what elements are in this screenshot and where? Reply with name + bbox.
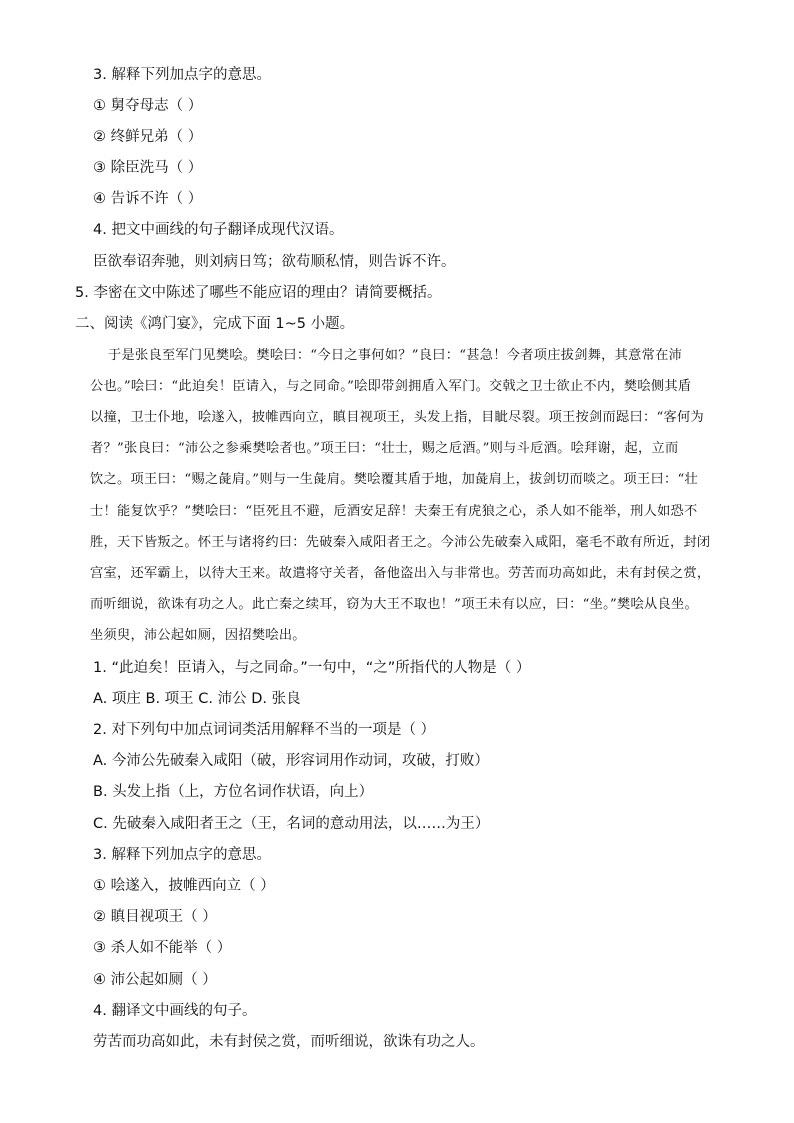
s2-q4-sentence: 劳苦而功高如此，未有封侯之赏，而听细说，欲诛有功之人。	[93, 1034, 485, 1050]
s1-q4-stem: 4. 把文中画线的句子翻译成现代汉语。	[93, 222, 344, 238]
s2-q4-stem: 4. 翻译文中画线的句子。	[93, 1003, 257, 1019]
s2-q2-stem: 2. 对下列句中加点词词类活用解释不当的一项是（ ）	[93, 722, 436, 738]
s2-q3-item-3: ③ 杀人如不能举（ ）	[93, 940, 232, 956]
s1-q3-item-4: ④ 告诉不许（ ）	[93, 191, 203, 207]
passage-line-10: 坐须臾，沛公起如厕，因招樊哙出。	[90, 628, 306, 643]
s2-q1-options: A. 项庄 B. 项王 C. 沛公 D. 张良	[93, 691, 301, 707]
s2-q3-item-4: ④ 沛公起如厕（ ）	[93, 972, 217, 988]
passage-line-1: 于是张良至军门见樊哙。樊哙曰：“今日之事何如？”良曰：“甚急！今者项庄拔剑舞，其意常在沛	[108, 348, 683, 363]
passage-line-3: 以撞，卫士仆地，哙遂入，披帷西向立，瞋目视项王，头发上指，目眦尽裂。项王按剑而跽曰：“客何为	[90, 410, 704, 425]
s2-q3-item-2: ② 瞋目视项王（ ）	[93, 909, 217, 925]
s2-q3-stem: 3. 解释下列加点字的意思。	[93, 847, 271, 863]
s2-q1-stem: 1. “此迫矣！臣请入，与之同命。”一句中，“之”所指代的人物是（ ）	[93, 660, 531, 676]
passage-line-4: 者？”张良曰：“沛公之参乘樊哙者也。”项王曰：“壮士，赐之卮酒。”则与斗卮酒。哙拜谢，起，立而	[90, 441, 679, 456]
s1-q3-item-2: ② 终鲜兄弟（ ）	[93, 129, 203, 145]
passage-line-9: 而听细说，欲诛有功之人。此亡秦之续耳，窃为大王不取也！”项王未有以应，曰：“坐。”樊哙从良坐。	[90, 597, 698, 612]
passage-line-6: 士！能复饮乎？”樊哙曰：“臣死且不避，卮酒安足辞！夫秦王有虎狼之心，杀人如不能举，刑人如恐不	[90, 504, 698, 519]
s2-q3-item-1: ① 哙遂入，披帷西向立（ ）	[93, 878, 275, 894]
s1-q3-item-3: ③ 除臣洗马（ ）	[93, 160, 203, 176]
passage-line-5: 饮之。项王曰：“赐之彘肩。”则与一生彘肩。樊哙覆其盾于地，加彘肩上，拔剑切而啖之。项王曰：“壮	[90, 472, 698, 487]
section2-heading: 二、阅读《鸿门宴》，完成下面 1~5 小题。	[75, 316, 355, 332]
passage-line-8: 宫室，还军霸上，以待大王来。故遣将守关者，备他盗出入与非常也。劳苦而功高如此，未有封侯之赏，	[90, 566, 711, 581]
s1-q3-stem: 3. 解释下列加点字的意思。	[93, 67, 271, 83]
s2-q2-option-a: A. 今沛公先破秦入咸阳（破，形容词用作动词，攻破，打败）	[93, 753, 489, 769]
s1-q3-item-1: ① 舅夺母志（ ）	[93, 98, 203, 114]
s2-q2-option-c: C. 先破秦入咸阳者王之（王，名词的意动用法，以……为王）	[93, 816, 490, 832]
s1-q4-sentence: 臣欲奉诏奔驰，则刘病日笃；欲苟顺私情，则告诉不许。	[93, 254, 456, 270]
passage-line-7: 胜，天下皆叛之。怀王与诸将约曰：先破秦入咸阳者王之。今沛公先破秦入咸阳，毫毛不敢有所近，封闭	[90, 535, 711, 550]
s2-q2-option-b: B. 头发上指（上，方位名词作状语，向上）	[93, 784, 374, 800]
s1-q5-stem: 5. 李密在文中陈述了哪些不能应诏的理由？请简要概括。	[75, 285, 442, 301]
passage-line-2: 公也。”哙曰：“此迫矣！臣请入，与之同命。”哙即带剑拥盾入军门。交戟之卫士欲止不内，樊哙侧其盾	[90, 379, 692, 394]
